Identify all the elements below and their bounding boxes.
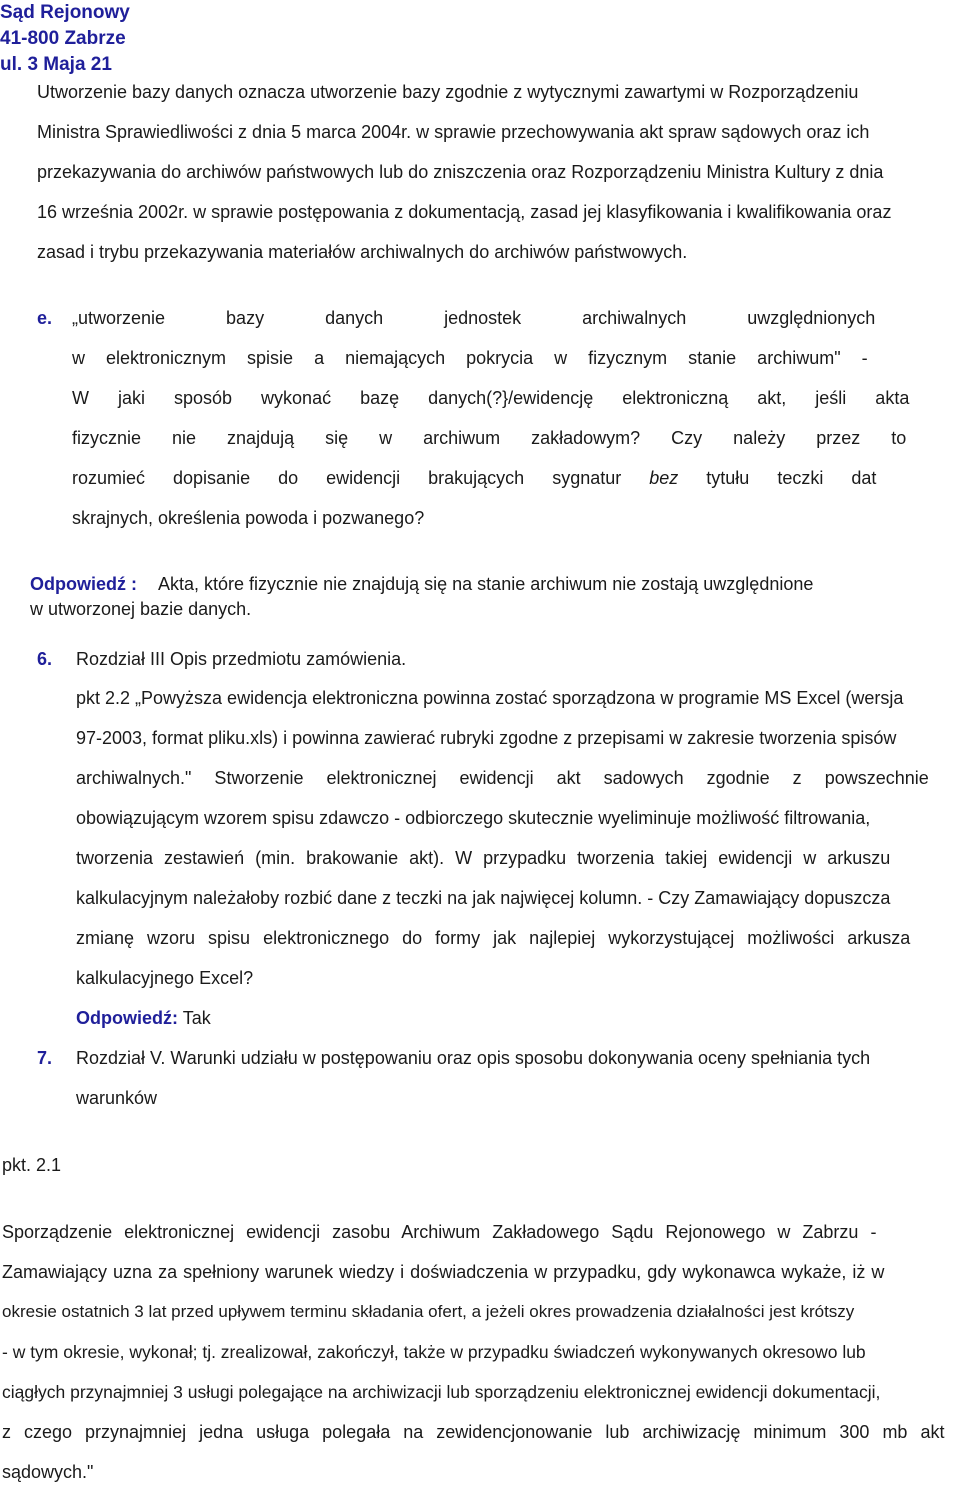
court-address-header [0, 0, 130, 78]
item-e-line-2: w elektronicznym spisie a niemających pokrycia w fizycznym stanie archiwum" - [72, 348, 868, 368]
section-7-line-1: Rozdział V. Warunki udziału w postępowaniu oraz opis sposobu dokonywania oceny spełniania tych [76, 1048, 871, 1068]
section-6-line-5: tworzenia zestawień (min. brakowanie akt). W przypadku tworzenia takiej ewidencji w arkuszu [76, 848, 891, 868]
court-name: Sąd Rejonowy [0, 2, 130, 23]
pkt-21-line-5: ciągłych przynajmniej 3 usługi polegające na archiwizacji lub sporządzeniu elektronicznej ewidencji dokumentacji, [2, 1382, 881, 1402]
section-7-line-2: warunków [76, 1088, 158, 1108]
pkt-21-line-6: z czego przynajmniej jedna usługa polegała na zewidencjonowanie lub archiwizację minimum 300 mb akt [2, 1422, 945, 1442]
section-6-answer-value: Tak [182, 1008, 211, 1028]
item-e-italic-word: bez [649, 468, 679, 488]
court-postal-code: 41-800 Zabrze [0, 28, 126, 49]
section-6-line-8: kalkulacyjnego Excel? [76, 968, 254, 988]
section-6-answer [76, 1006, 211, 1030]
pkt-21-line-3: okresie ostatnich 3 lat przed upływem terminu składania ofert, a jeżeli okres prowadzenia działalności jest krótszy [2, 1302, 855, 1321]
item-e-line-1: „utworzenie bazy danych jednostek archiwalnych uwzględnionych [72, 308, 876, 328]
intro-line-1: Utworzenie bazy danych oznacza utworzenie bazy zgodnie z wytycznymi zawartymi w Rozporządzeniu [37, 82, 859, 102]
item-e-line-5: rozumieć dopisanie do ewidencji brakujących sygnatur bez tytułu teczki dat [72, 468, 877, 488]
item-e-line-3: W jaki sposób wykonać bazę danych(?}/ewidencję elektroniczną akt, jeśli akta [72, 388, 910, 408]
item-e-line-6: skrajnych, określenia powoda i pozwanego? [72, 508, 425, 528]
section-6-line-3: archiwalnych." Stworzenie elektronicznej ewidencji akt sadowych zgodnie z powszechnie [76, 768, 929, 788]
intro-line-5: zasad i trybu przekazywania materiałów archiwalnych do archiwów państwowych. [37, 242, 688, 262]
answer-1-text: Akta, które fizycznie nie znajdują się na stanie archiwum nie zostają uwzględnione [158, 574, 814, 594]
answer-1-line-1 [30, 572, 956, 596]
pkt-21-line-7: sądowych." [2, 1462, 94, 1482]
pkt-21-line-4: - w tym okresie, wykonał; tj. zrealizował, zakończył, także w przypadku świadczeń wykonywanych okresowo lub [2, 1342, 866, 1362]
section-6-line-7: zmianę wzoru spisu elektronicznego do formy jak najlepiej wykorzystującej możliwości arkusza [76, 928, 911, 948]
intro-line-2: Ministra Sprawiedliwości z dnia 5 marca 2004r. w sprawie przechowywania akt spraw sądowych oraz ich [37, 122, 870, 142]
section-7-number: 7. [37, 1048, 53, 1068]
section-6-line-4: obowiązującym wzorem spisu zdawczo - odbiorczego skutecznie wyeliminuje możliwość filtrowania, [76, 808, 871, 828]
item-e-line-4: fizycznie nie znajdują się w archiwum zakładowym? Czy należy przez to [72, 428, 907, 448]
answer-1-line-2: w utworzonej bazie danych. [30, 599, 252, 619]
intro-line-4: 16 września 2002r. w sprawie postępowania z dokumentacją, zasad jej klasyfikowania i kwalifikowania oraz [37, 202, 892, 222]
section-6-answer-label: Odpowiedź: [76, 1008, 178, 1028]
pkt-21-label: pkt. 2.1 [2, 1155, 62, 1175]
section-6-line-1: pkt 2.2 „Powyższa ewidencja elektroniczna powinna zostać sporządzona w programie MS Excel (wersja [76, 688, 904, 708]
pkt-21-line-2: Zamawiający uzna za spełniony warunek wiedzy i doświadczenia w przypadku, gdy wykonawca wykaże, iż w [2, 1262, 885, 1282]
item-e-marker: e. [37, 308, 53, 328]
answer-1-label: Odpowiedź : [30, 574, 137, 594]
section-6-title: Rozdział III Opis przedmiotu zamówienia. [76, 649, 407, 669]
section-6-number: 6. [37, 649, 53, 669]
court-street: ul. 3 Maja 21 [0, 54, 112, 75]
intro-line-3: przekazywania do archiwów państwowych lub do zniszczenia oraz Rozporządzeniu Ministra Kultury z dnia [37, 162, 884, 182]
pkt-21-line-1: Sporządzenie elektronicznej ewidencji zasobu Archiwum Zakładowego Sądu Rejonowego w Zabrzu - [2, 1222, 877, 1242]
section-6-line-6: kalkulacyjnym należałoby rozbić dane z teczki na jak najwięcej kolumn. - Czy Zamawiający dopuszcza [76, 888, 891, 908]
section-6-line-2: 97-2003, format pliku.xls) i powinna zawierać rubryki zgodne z przepisami w zakresie tworzenia spisów [76, 728, 897, 748]
